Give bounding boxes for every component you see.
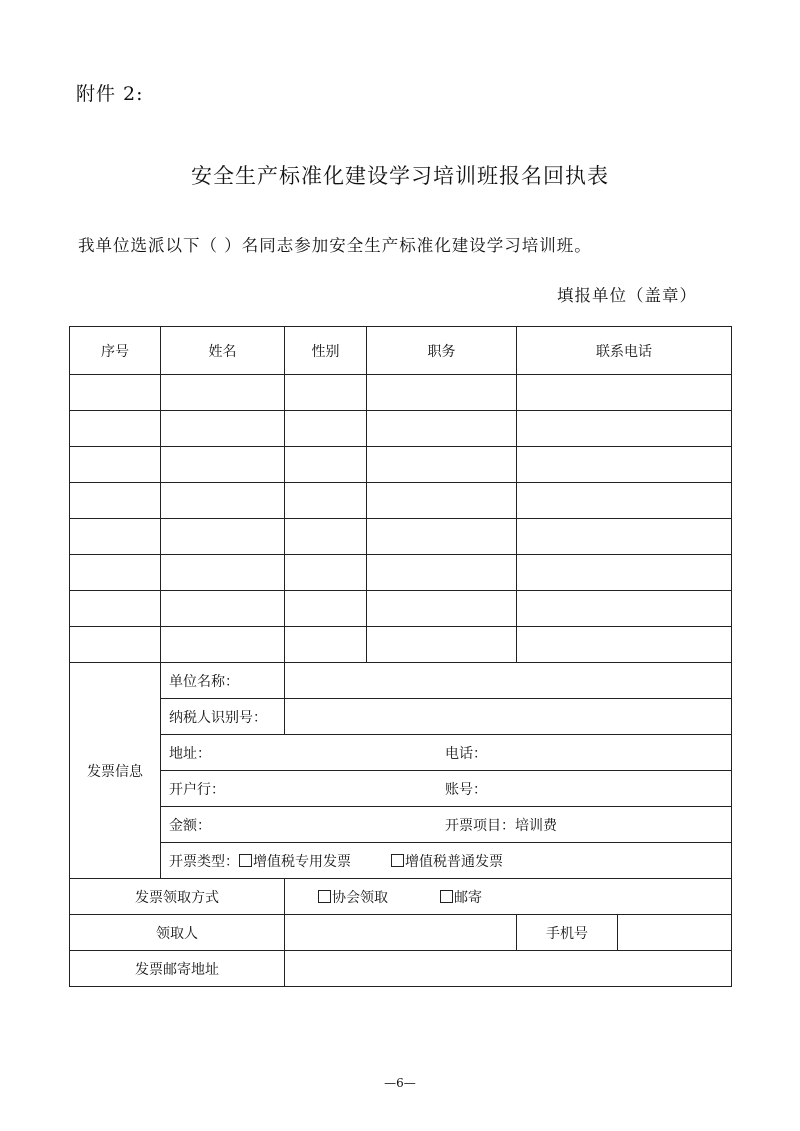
- attachment-label: 附件 2:: [76, 83, 144, 105]
- cell-position[interactable]: [367, 555, 517, 591]
- page-number: —6—: [384, 1076, 416, 1090]
- vat-normal-checkbox[interactable]: [391, 854, 404, 867]
- invoice-row-amount: [70, 807, 732, 843]
- cell-name[interactable]: [161, 375, 285, 411]
- mobile-field[interactable]: [618, 915, 732, 951]
- cell-no[interactable]: [70, 447, 161, 483]
- cell-phone[interactable]: [517, 591, 732, 627]
- mobile-label: 手机号: [517, 915, 618, 951]
- cell-no[interactable]: [70, 627, 161, 663]
- header-name: 姓名: [161, 327, 285, 375]
- cell-name[interactable]: [161, 555, 285, 591]
- cell-position[interactable]: [367, 483, 517, 519]
- cell-phone[interactable]: [517, 447, 732, 483]
- vat-special-label: 增值税专用发票: [253, 853, 351, 870]
- pickup-method-row: [70, 879, 732, 915]
- mail-checkbox[interactable]: [440, 890, 453, 903]
- cell-name[interactable]: [161, 411, 285, 447]
- mail-address-field[interactable]: [285, 951, 732, 987]
- cell-gender[interactable]: [285, 519, 367, 555]
- amount-item-field[interactable]: [161, 807, 732, 843]
- cell-name[interactable]: [161, 483, 285, 519]
- cell-position[interactable]: [367, 447, 517, 483]
- receiver-field[interactable]: [285, 915, 517, 951]
- bank-label: 开户行：: [169, 781, 225, 798]
- table-row: [70, 555, 732, 591]
- cell-no[interactable]: [70, 519, 161, 555]
- invoice-row-bank: [70, 771, 732, 807]
- company-name-field[interactable]: [285, 663, 732, 699]
- cell-position[interactable]: [367, 375, 517, 411]
- address-label: 地址：: [169, 745, 211, 762]
- cell-no[interactable]: [70, 483, 161, 519]
- table-row: [70, 483, 732, 519]
- account-label: 账号：: [445, 781, 487, 798]
- cell-gender[interactable]: [285, 375, 367, 411]
- cell-name[interactable]: [161, 447, 285, 483]
- taxpayer-id-field[interactable]: [285, 699, 732, 735]
- mail-address-label: 发票邮寄地址: [70, 951, 285, 987]
- invoice-type-field: [161, 843, 732, 879]
- mail-label: 邮寄: [454, 889, 482, 906]
- cell-phone[interactable]: [517, 375, 732, 411]
- cell-gender[interactable]: [285, 627, 367, 663]
- table-row: [70, 447, 732, 483]
- invoice-section-label: 发票信息: [70, 663, 161, 879]
- table-row: [70, 411, 732, 447]
- cell-phone[interactable]: [517, 519, 732, 555]
- table-row: [70, 591, 732, 627]
- cell-name[interactable]: [161, 627, 285, 663]
- cell-gender[interactable]: [285, 555, 367, 591]
- cell-no[interactable]: [70, 591, 161, 627]
- table-row: [70, 519, 732, 555]
- receiver-label: 领取人: [70, 915, 285, 951]
- header-gender: 性别: [285, 327, 367, 375]
- table-row: [70, 375, 732, 411]
- intro-sentence: 我单位选派以下（ ）名同志参加安全生产标准化建设学习培训班。: [78, 236, 592, 255]
- cell-gender[interactable]: [285, 411, 367, 447]
- pickup-method-label: 发票领取方式: [70, 879, 285, 915]
- table-header-row: [70, 327, 732, 375]
- invoice-row-company: [70, 663, 732, 699]
- telephone-label: 电话：: [445, 745, 487, 762]
- bank-account-field[interactable]: [161, 771, 732, 807]
- invoice-item-value: 培训费: [515, 817, 557, 834]
- invoice-type-label: 开票类型：: [169, 853, 239, 870]
- cell-phone[interactable]: [517, 627, 732, 663]
- receiver-row: [70, 915, 732, 951]
- mail-address-row: [70, 951, 732, 987]
- header-phone: 联系电话: [517, 327, 732, 375]
- cell-name[interactable]: [161, 591, 285, 627]
- form-title: 安全生产标准化建设学习培训班报名回执表: [191, 164, 609, 188]
- invoice-row-address: [70, 735, 732, 771]
- taxpayer-id-label: 纳税人识别号：: [161, 699, 285, 735]
- address-phone-field[interactable]: [161, 735, 732, 771]
- cell-position[interactable]: [367, 591, 517, 627]
- stamp-line: 填报单位（盖章）: [557, 286, 697, 305]
- invoice-row-taxpayer: [70, 699, 732, 735]
- cell-phone[interactable]: [517, 555, 732, 591]
- cell-position[interactable]: [367, 519, 517, 555]
- header-position: 职务: [367, 327, 517, 375]
- cell-position[interactable]: [367, 627, 517, 663]
- cell-phone[interactable]: [517, 483, 732, 519]
- vat-normal-label: 增值税普通发票: [405, 853, 503, 870]
- cell-no[interactable]: [70, 555, 161, 591]
- cell-gender[interactable]: [285, 447, 367, 483]
- cell-no[interactable]: [70, 411, 161, 447]
- cell-gender[interactable]: [285, 591, 367, 627]
- company-name-label: 单位名称：: [161, 663, 285, 699]
- vat-special-checkbox[interactable]: [239, 854, 252, 867]
- cell-position[interactable]: [367, 411, 517, 447]
- registration-table: [69, 326, 732, 987]
- cell-no[interactable]: [70, 375, 161, 411]
- assoc-pickup-checkbox[interactable]: [318, 890, 331, 903]
- cell-name[interactable]: [161, 519, 285, 555]
- table-row: [70, 627, 732, 663]
- amount-label: 金额：: [169, 817, 211, 834]
- assoc-pickup-label: 协会领取: [332, 889, 388, 906]
- cell-gender[interactable]: [285, 483, 367, 519]
- pickup-method-options: [285, 879, 732, 915]
- cell-phone[interactable]: [517, 411, 732, 447]
- invoice-item-label: 开票项目：: [445, 817, 515, 834]
- header-no: 序号: [70, 327, 161, 375]
- invoice-row-type: [70, 843, 732, 879]
